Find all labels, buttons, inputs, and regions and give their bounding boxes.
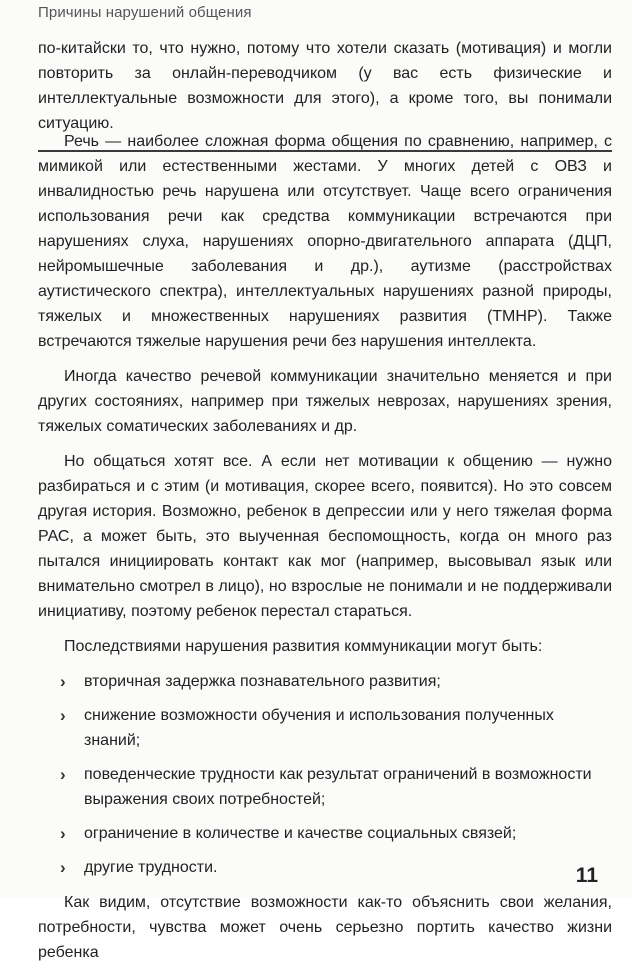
chevron-right-icon: › (60, 824, 66, 843)
chevron-right-icon: › (60, 706, 66, 725)
list-item (38, 821, 612, 846)
chevron-right-icon: › (60, 858, 66, 877)
running-header: Причины нарушений общения (38, 4, 252, 21)
paragraph-consequences-intro: Последствиями нарушения развития коммуникации могут быть: (64, 638, 543, 655)
paragraph-speech: Речь — наиболее сложная форма общения по сравнению, например, с мимикой или естественными жестами. У многих детей с ОВЗ и инвалидностью речь нарушена или отсутствует. Чаще всего ограничения использования речи как средства коммуникации встречаются при нарушениях слуха, нарушениях опорно-двигательного аппарата (ДЦП, нейромышечные заболевания и др.), аутизме (расстройствах аутистического спектра), интеллектуальных нарушениях разной природы, тяжелых и множественных нарушениях развития (ТМНР). Также встречаются тяжелые нарушения речи без нарушения интеллекта. (38, 133, 612, 350)
continued-paragraph: по-китайски то, что нужно, потому что хотели сказать (мотивация) и могли повторить за онлайн-переводчиком (у вас есть физические и интеллектуальные возможности для этого), а кроме того, вы понимали ситуацию. (38, 40, 612, 132)
list-item-text: ограничение в количестве и качестве социальных связей; (84, 825, 517, 842)
paragraph-quality: Иногда качество речевой коммуникации значительно меняется и при других состояниях, например при тяжелых неврозах, нарушениях зрения, тяжелых соматических заболеваниях и др. (38, 368, 612, 435)
list-item-text: поведенческие трудности как результат ограничений в возможности выражения своих потребностей; (84, 766, 592, 808)
list-item (38, 762, 612, 812)
list-item-text: вторичная задержка познавательного развития; (84, 673, 441, 690)
list-item (38, 855, 612, 880)
main-text (38, 129, 612, 975)
paragraph-closing: Как видим, отсутствие возможности как-то объяснить свои желания, потребности, чувства может очень серьезно портить качество жизни ребенка (38, 894, 612, 961)
page-number: 11 (575, 864, 598, 887)
list-item (38, 669, 612, 694)
consequences-list (38, 669, 612, 880)
list-item-text: другие трудности. (84, 859, 218, 876)
chevron-right-icon: › (60, 765, 66, 784)
paragraph-motivation: Но общаться хотят все. А если нет мотивации к общению — нужно разбираться и с этим (и мотивация, скорее всего, появится). Но это совсем другая история. Возможно, ребенок в депрессии или у него тяжелая форма РАС, а может быть, это выученная беспомощность, когда он много раз пытался инициировать контакт как мог (например, высовывал язык или внимательно смотрел в лицо), но взрослые не понимали и не поддерживали инициативу, поэтому ребенок перестал стараться. (38, 453, 612, 620)
chevron-right-icon: › (60, 672, 66, 691)
list-item-text: снижение возможности обучения и использования полученных знаний; (84, 707, 554, 749)
list-item (38, 703, 612, 753)
